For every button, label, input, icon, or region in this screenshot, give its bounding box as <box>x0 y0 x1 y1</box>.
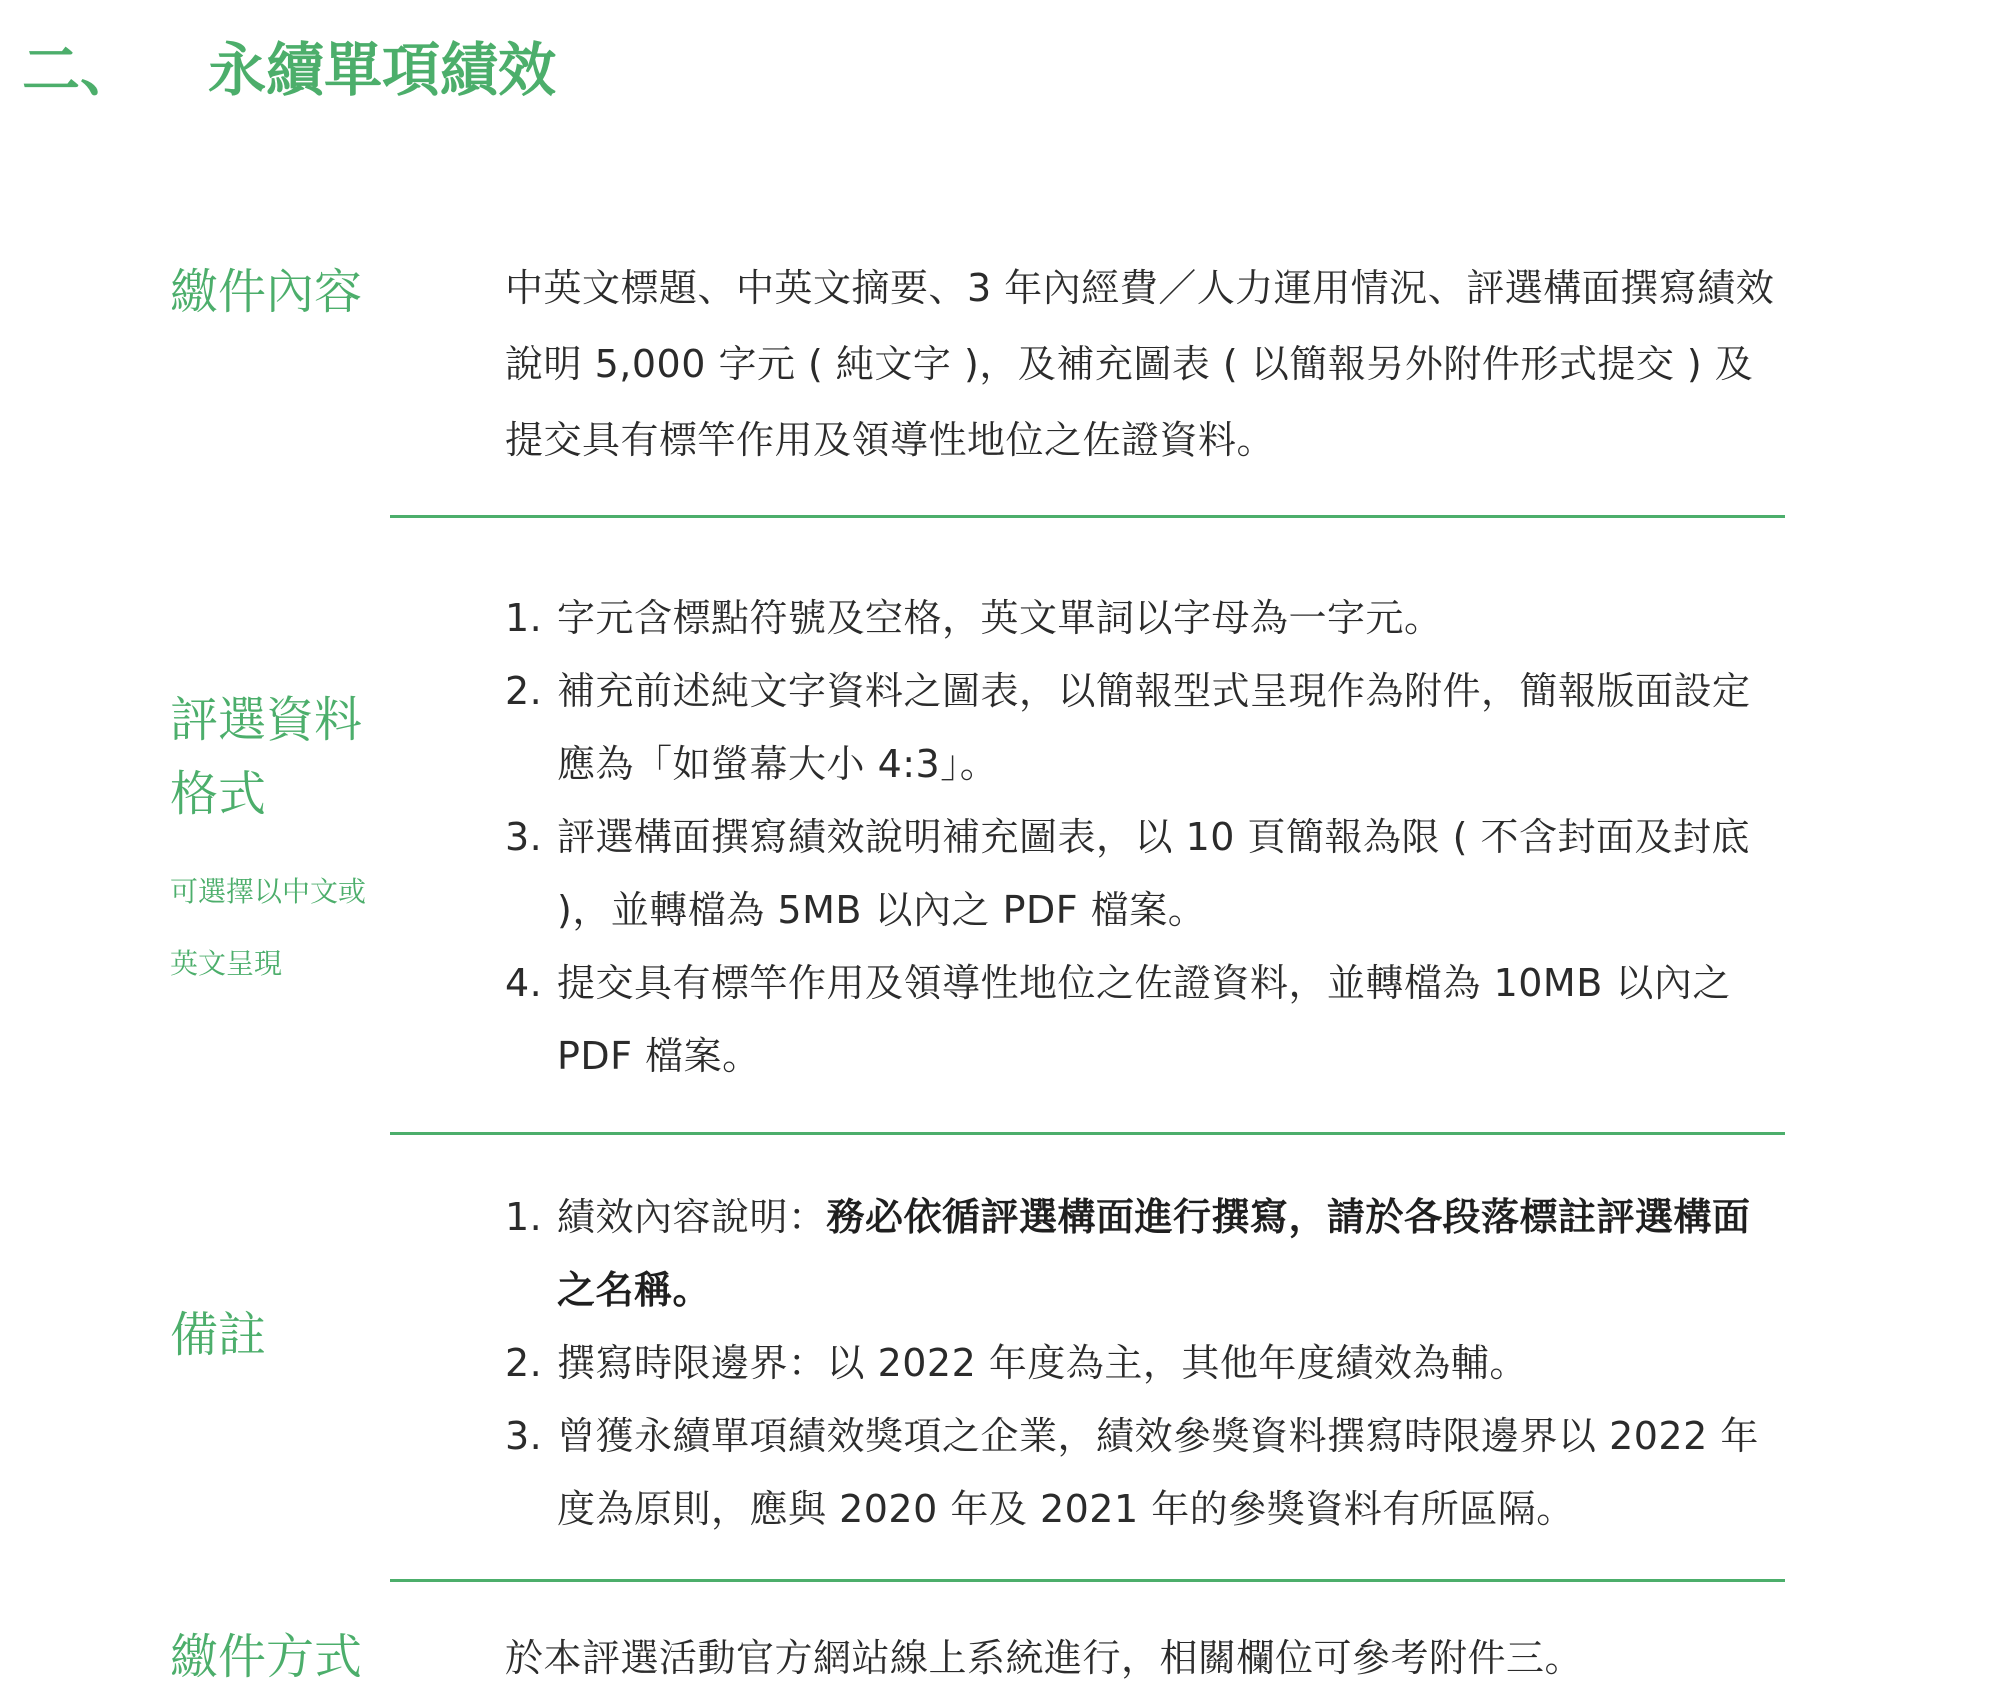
label-format-line1: 評選資料 <box>170 692 363 748</box>
label-submission-method: 繳件方式 <box>170 1629 363 1685</box>
label-submission-content: 繳件內容 <box>170 264 363 320</box>
format-list <box>505 582 1785 1093</box>
list-item <box>505 582 1785 655</box>
format-note-line2: 英文呈現 <box>170 947 283 980</box>
list-item-text: 補充前述純文字資料之圖表，以簡報型式呈現作為附件，簡報版面設定應為「如螢幕大小 4:3」。 <box>557 669 1751 786</box>
remarks-list <box>505 1181 1785 1546</box>
label-format-line2: 格式 <box>170 766 267 822</box>
list-item <box>505 1327 1785 1400</box>
divider <box>390 515 1785 518</box>
list-number: 3. <box>505 1414 543 1458</box>
list-number: 1. <box>505 596 543 640</box>
section-number: 二、 <box>22 36 139 104</box>
list-item <box>505 655 1785 801</box>
remark-emphasis: 務必依循評選構面進行撰寫，請於各段落標註評選構面之名稱。 <box>557 1195 1751 1312</box>
divider <box>390 1132 1785 1135</box>
list-item-text: 評選構面撰寫績效說明補充圖表，以 10 頁簡報為限 ( 不含封面及封底 )，並轉檔為 5MB 以內之 PDF 檔案。 <box>557 815 1750 932</box>
list-number: 3. <box>505 815 543 859</box>
list-number: 1. <box>505 1195 543 1239</box>
remark-prefix: 績效內容說明： <box>557 1195 827 1239</box>
format-note-line1: 可選擇以中文或 <box>170 875 367 908</box>
list-item <box>505 1181 1785 1327</box>
list-item-text: 字元含標點符號及空格，英文單詞以字母為一字元。 <box>557 596 1443 640</box>
label-remarks: 備註 <box>170 1307 267 1363</box>
list-number: 2. <box>505 1341 543 1385</box>
list-item-text: 提交具有標竿作用及領導性地位之佐證資料，並轉檔為 10MB 以內之 PDF 檔案。 <box>557 961 1731 1078</box>
list-item-text: 曾獲永續單項績效獎項之企業，績效參獎資料撰寫時限邊界以 2022 年度為原則，應與 2020 年及 2021 年的參獎資料有所區隔。 <box>557 1414 1759 1531</box>
submission-content-text: 中英文標題、中英文摘要、3 年內經費／人力運用情況、評選構面撰寫績效說明 5,000 字元 ( 純文字 )，及補充圖表 ( 以簡報另外附件形式提交 ) 及提交具有標竿作用及領導性地位之佐證資料。 <box>505 266 1775 462</box>
list-item-text: 撰寫時限邊界：以 2022 年度為主，其他年度績效為輔。 <box>557 1341 1528 1385</box>
list-number: 4. <box>505 961 543 1005</box>
divider <box>390 1579 1785 1582</box>
list-item <box>505 947 1785 1093</box>
section-title-text: 永續單項績效 <box>208 36 557 104</box>
list-item <box>505 1400 1785 1546</box>
list-item <box>505 801 1785 947</box>
section-title <box>22 30 556 110</box>
list-number: 2. <box>505 669 543 713</box>
submission-method-text: 於本評選活動官方網站線上系統進行，相關欄位可參考附件三。 <box>505 1636 1584 1680</box>
